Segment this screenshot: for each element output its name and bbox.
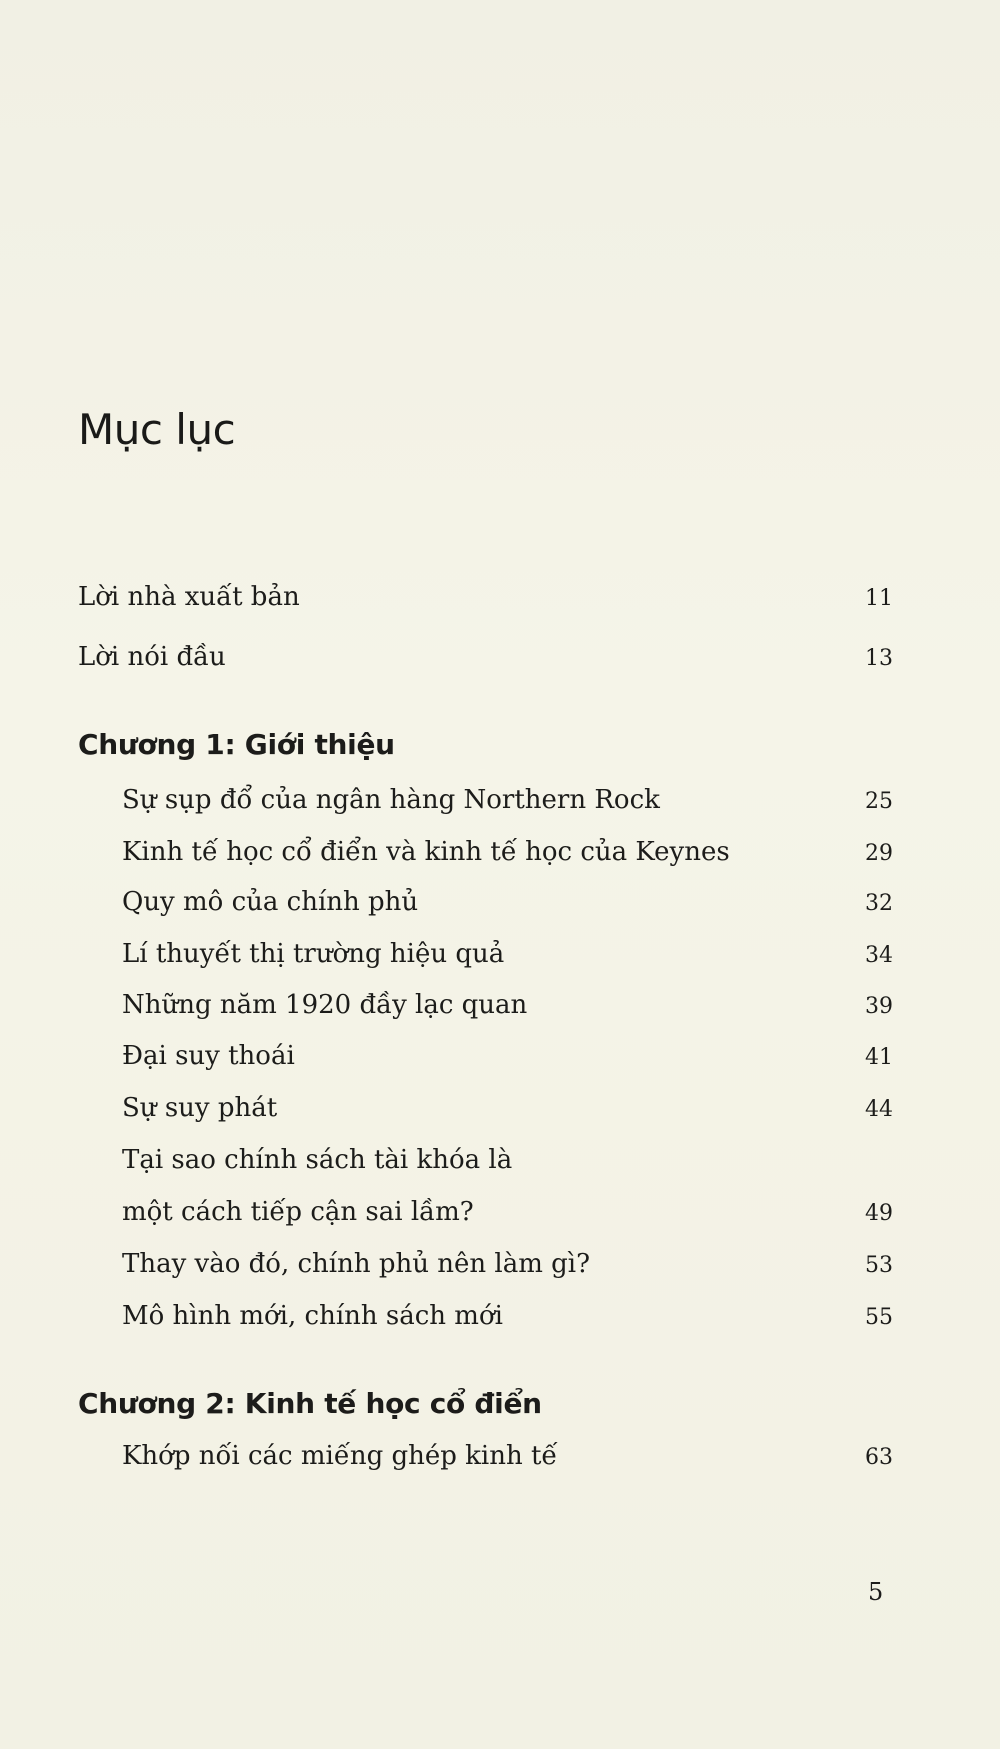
toc-chapter-title: Chương 2: Kinh tế học cổ điển: [78, 1387, 542, 1420]
page-number: 5: [868, 1578, 884, 1606]
toc-entry: [78, 577, 893, 617]
toc-entry: [122, 1140, 893, 1180]
toc-entry: [122, 832, 893, 872]
toc-entry-title: Lời nhà xuất bản: [78, 582, 300, 612]
toc-entry-page: 44: [865, 1097, 893, 1122]
toc-entry-page: 63: [865, 1445, 893, 1470]
toc-entry: [122, 882, 893, 922]
toc-entry-title: Những năm 1920 đầy lạc quan: [122, 990, 528, 1020]
toc-entry-page: 11: [865, 586, 893, 611]
toc-entry-page: 34: [865, 943, 893, 968]
toc-entry: [122, 1192, 893, 1232]
toc-entry-title: Quy mô của chính phủ: [122, 887, 419, 917]
toc-entry: [122, 985, 893, 1025]
toc-entry-title: Kinh tế học cổ điển và kinh tế học của Keynes: [122, 837, 730, 867]
toc-entry-page: 32: [865, 891, 893, 916]
toc-entry-title: Sự suy phát: [122, 1093, 278, 1123]
toc-entry: [122, 1036, 893, 1076]
toc-entry-page: 25: [865, 789, 893, 814]
toc-entry: [78, 637, 893, 677]
toc-entry: [122, 1244, 893, 1284]
toc-entry-page: 41: [865, 1045, 893, 1070]
toc-chapter-title: Chương 1: Giới thiệu: [78, 728, 395, 761]
toc-entry-page: 39: [865, 994, 893, 1019]
toc-entry: [122, 1436, 893, 1476]
toc-entry-title: Lời nói đầu: [78, 642, 226, 672]
toc-entry-title: Khớp nối các miếng ghép kinh tế: [122, 1441, 558, 1471]
toc-entry-page: 29: [865, 841, 893, 866]
toc-entry: [122, 934, 893, 974]
toc-entry-page: 49: [865, 1201, 893, 1226]
toc-entry-title: Sự sụp đổ của ngân hàng Northern Rock: [122, 785, 660, 815]
toc-entry-page: 55: [865, 1305, 893, 1330]
toc-chapter-heading: [78, 725, 893, 765]
toc-entry-title: Mô hình mới, chính sách mới: [122, 1301, 503, 1331]
page-title: Mục lục: [78, 405, 236, 454]
toc-chapter-heading: [78, 1384, 893, 1424]
toc-entry-title: Lí thuyết thị trường hiệu quả: [122, 939, 505, 969]
toc-entry-title: một cách tiếp cận sai lầm?: [122, 1197, 474, 1227]
toc-entry-title: Đại suy thoái: [122, 1041, 295, 1071]
toc-entry: [122, 1088, 893, 1128]
toc-entry-page: 53: [865, 1253, 893, 1278]
toc-entry-title: Thay vào đó, chính phủ nên làm gì?: [122, 1249, 591, 1279]
toc-entry: [122, 780, 893, 820]
toc-entry-page: 13: [865, 646, 893, 671]
toc-entry-title: Tại sao chính sách tài khóa là: [122, 1145, 513, 1175]
toc-entry: [122, 1296, 893, 1336]
